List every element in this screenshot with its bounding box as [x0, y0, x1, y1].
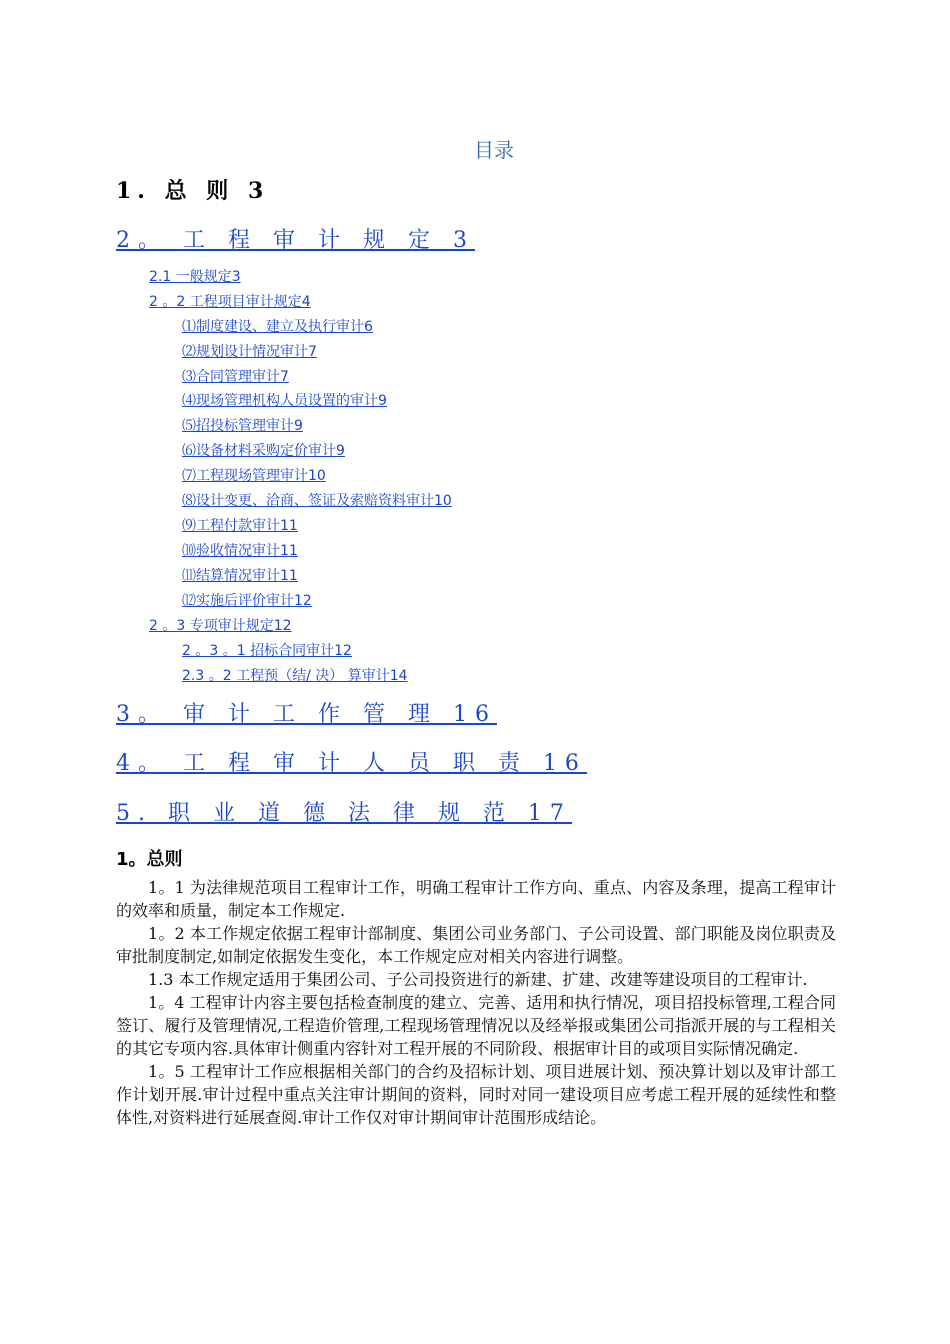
toc-link-2-3-2[interactable]: 2.3 。2 工程预（结/ 决） 算审计14: [182, 668, 408, 684]
toc-link-2-2-8[interactable]: ⑻设计变更、洽商、签证及索赔资料审计10: [182, 493, 452, 509]
toc-link-2-2-10[interactable]: ⑽验收情况审计11: [182, 543, 298, 559]
toc-link-2-2-7[interactable]: ⑺工程现场管理审计10: [182, 468, 326, 484]
toc-title: 目录: [474, 138, 514, 162]
toc-link-2-2-6[interactable]: ⑹设备材料采购定价审计9: [182, 443, 345, 459]
section-body: [116, 876, 836, 1129]
toc-link-2-2-3[interactable]: ⑶合同管理审计7: [182, 369, 289, 385]
toc-link-2-3-1[interactable]: 2 。3 。1 招标合同审计12: [182, 643, 352, 659]
toc-link-2-2-4[interactable]: ⑷现场管理机构人员设置的审计9: [182, 393, 387, 409]
toc-link-professional-ethics[interactable]: 5. 职 业 道 德 法 律 规 范 17: [116, 801, 572, 826]
toc-link-2-1[interactable]: 2.1 一般规定3: [149, 269, 241, 285]
paragraph: 1。2 本工作规定依据工程审计部制度、集团公司业务部门、子公司设置、部门职能及岗位职责及审批制度制定,如制定依据发生变化，本工作规定应对相关内容进行调整。: [116, 924, 836, 966]
paragraph: 1。5 工程审计工作应根据相关部门的合约及招标计划、项目进展计划、预决算计划以及审计部工作计划开展.审计过程中重点关注审计期间的资料，同时对同一建设项目应考虑工程开展的延续性和整体性,对资料进行延展查阅.审计工作仅对审计期间审计范围形成结论。: [116, 1062, 836, 1127]
toc-link-2-2-1[interactable]: ⑴制度建设、建立及执行审计6: [182, 319, 373, 335]
toc-link-audit-management[interactable]: 3。 审 计 工 作 管 理 16: [116, 702, 497, 727]
toc-link-2-2-11[interactable]: ⑾结算情况审计11: [182, 568, 298, 584]
toc-link-2-2-2[interactable]: ⑵规划设计情况审计7: [182, 344, 317, 360]
toc-link-engineering-audit-rules[interactable]: 2。 工 程 审 计 规 定 3: [116, 228, 475, 253]
toc-link-2-2-12[interactable]: ⑿实施后评价审计12: [182, 593, 312, 609]
paragraph: 1。1 为法律规范项目工程审计工作，明确工程审计工作方向、重点、内容及条理，提高工程审计的效率和质量，制定本工作规定.: [116, 878, 836, 920]
section-heading: 1。总则: [116, 849, 183, 870]
toc-entry-general: 1. 总 则 3: [116, 178, 270, 204]
toc-link-2-3[interactable]: 2 。3 专项审计规定12: [149, 618, 292, 634]
toc-link-auditor-duties[interactable]: 4。 工 程 审 计 人 员 职 责 16: [116, 751, 587, 776]
toc-link-2-2-5[interactable]: ⑸招投标管理审计9: [182, 418, 303, 434]
toc-link-2-2[interactable]: 2 。2 工程项目审计规定4: [149, 294, 311, 310]
paragraph: 1.3 本工作规定适用于集团公司、子公司投资进行的新建、扩建、改建等建设项目的工程审计.: [148, 970, 808, 989]
toc-link-2-2-9[interactable]: ⑼工程付款审计11: [182, 518, 298, 534]
paragraph: 1。4 工程审计内容主要包括检查制度的建立、完善、适用和执行情况，项目招投标管理,工程合同签订、履行及管理情况,工程造价管理,工程现场管理情况以及经举报或集团公司指派开展的与工程相关的其它专项内容.具体审计侧重内容针对工程开展的不同阶段、根据审计目的或项目实际情况确定.: [116, 993, 836, 1058]
